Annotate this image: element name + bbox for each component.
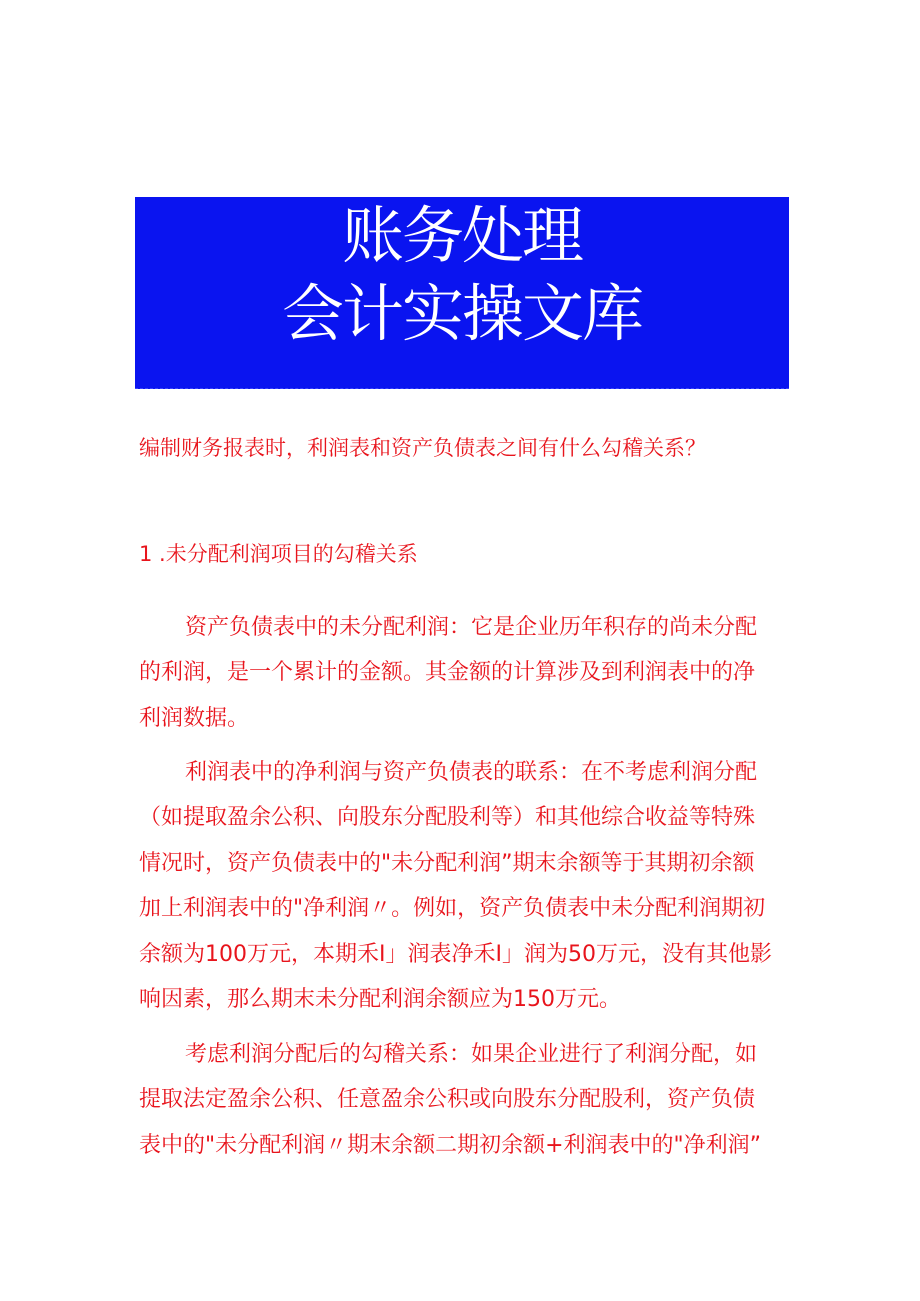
paragraph-line: 资产负债表中的未分配利润：它是企业历年积存的尚未分配	[185, 615, 758, 640]
paragraph-line: 情况时，资产负债表中的"未分配利润”期末余额等于其期初余额	[139, 850, 755, 876]
paragraph-2	[139, 750, 789, 1022]
paragraph-line: 加上利润表中的"净利润〃。例如，资产负债表中未分配利润期初	[139, 896, 766, 922]
paragraph-line: 利润数据。	[139, 705, 250, 731]
section-heading: 1 .未分配利润项目的勾稽关系	[139, 542, 418, 566]
paragraph-line: 利润表中的净利润与资产负债表的联系：在不考虑利润分配	[185, 760, 758, 785]
paragraph-line: 考虑利润分配后的勾稽关系：如果企业进行了利润分配，如	[185, 1042, 758, 1067]
paragraph-line: 余额为100万元，本期禾I」润表净禾I」润为50万元，没有其他影	[139, 941, 772, 967]
title-banner	[135, 197, 789, 389]
paragraph-line: 表中的"未分配利润〃期末余额二期初余额+利润表中的"净利润”	[139, 1132, 762, 1158]
paragraph-line: 的利润，是一个累计的金额。其金额的计算涉及到利润表中的净	[139, 660, 756, 686]
paragraph-3	[139, 1032, 789, 1168]
paragraph-line: 提取法定盈余公积、任意盈余公积或向股东分配股利，资产负债	[139, 1087, 756, 1113]
paragraph-line: （如提取盈余公积、向股东分配股利等）和其他综合收益等特殊	[139, 805, 756, 831]
banner-title-line-1: 账务处理	[341, 199, 582, 272]
paragraph-1	[139, 605, 789, 741]
paragraph-line: 响因素，那么期末未分配利润余额应为150万元。	[139, 986, 621, 1012]
banner-title-line-2: 会计实操文库	[281, 277, 642, 350]
question-heading: 编制财务报表时，利润表和资产负债表之间有什么勾稽关系？	[139, 436, 706, 460]
